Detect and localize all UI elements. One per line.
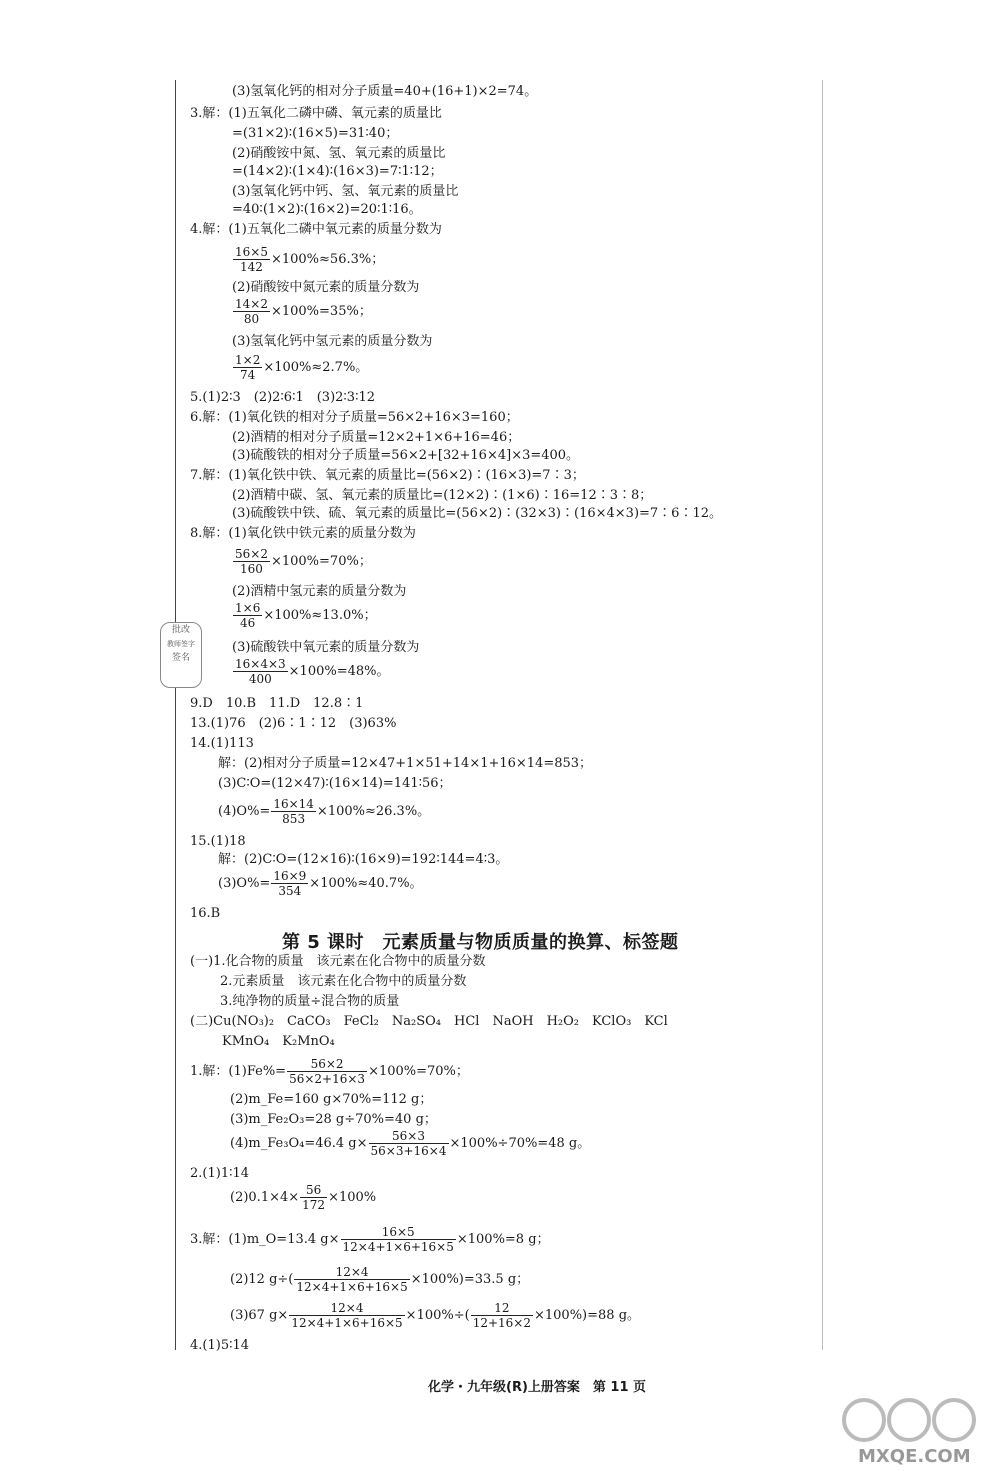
fraction: $\frac{12\times 4}{12\times 4+1\times 6+16\times 5}$ [291, 1301, 403, 1330]
text-line: 解：(2)C∶O=(12×16)∶(16×9)=192∶144=4∶3。 [218, 852, 509, 867]
math-line: (2)0.1×4× $\frac{56}{172}$ ×100% [230, 1183, 377, 1212]
text-line: 4.(1)5∶14 [190, 1338, 250, 1353]
math-line: (4)O%= $\frac{16\times 14}{853}$ ×100%≈26.3%。 [218, 797, 431, 826]
text-line: (2)硝酸铵中氮、氢、氧元素的质量比 [232, 146, 446, 161]
fraction: $\frac{12}{12+16\times 2}$ [472, 1301, 531, 1330]
math-line: 3.解：(1)m_O=13.4 g× $\frac{16\times 5}{12\times 4+1\times 6+16\times 5}$ ×100%=8 g； [190, 1225, 550, 1254]
math-line: $\frac{56\times 2}{160}$ ×100%=70%； [235, 547, 372, 576]
math-line: $\frac{1\times 6}{46}$ ×100%≈13.0%； [235, 601, 377, 630]
text-line: 3.纯净物的质量÷混合物的质量 [220, 994, 400, 1009]
text-line: (2)m_Fe=160 g×70%=112 g； [230, 1092, 433, 1107]
math-line: (4)m_Fe₃O₄=46.4 g× $\frac{56\times 3}{56\times 3+16\times 4}$ ×100%÷70%=48 g。 [230, 1129, 591, 1158]
text-line: (3)m_Fe₂O₃=28 g÷70%=40 g； [230, 1112, 437, 1127]
text-line: (3)氢氧化钙中氢元素的质量分数为 [232, 334, 433, 349]
left-margin-line [175, 80, 176, 1350]
text-line: 15.(1)18 [190, 834, 246, 849]
fraction: $\frac{16\times 5}{142}$ [235, 245, 268, 274]
fraction: $\frac{56\times 2}{56\times 2+16\times 3}$ [289, 1057, 366, 1086]
fraction: $\frac{1\times 6}{46}$ [235, 601, 261, 630]
text-line: 9.D 10.B 11.D 12.8∶1 [190, 696, 364, 711]
text-line: 4.解：(1)五氧化二磷中氧元素的质量分数为 [190, 222, 442, 237]
fraction: $\frac{56\times 2}{160}$ [235, 547, 268, 576]
fraction: $\frac{14\times 2}{80}$ [235, 297, 268, 326]
text-line: (2)酒精中碳、氢、氧元素的质量比=(12×2)∶(1×6)∶16=12∶3∶8； [232, 488, 653, 503]
math-line: $\frac{16\times 4\times 3}{400}$ ×100%=48%。 [235, 657, 390, 686]
math-line: $\frac{1\times 2}{74}$ ×100%≈2.7%。 [235, 353, 369, 382]
fraction: $\frac{12\times 4}{12\times 4+1\times 6+16\times 5}$ [296, 1265, 408, 1294]
fraction: $\frac{1\times 2}{74}$ [235, 353, 261, 382]
math-line: (3)O%= $\frac{16\times 9}{354}$ ×100%≈40.7%。 [218, 869, 423, 898]
page-footer: 化学・九年级(R)上册答案 第 11 页 [428, 1380, 647, 1395]
math-line: (2)12 g÷( $\frac{12\times 4}{12\times 4+1\times 6+16\times 5}$ ×100%)=33.5 g； [230, 1265, 530, 1294]
right-margin-line [822, 80, 823, 1350]
text-line: =(14×2)∶(1×4)∶(16×3)=7∶1∶12； [232, 164, 443, 179]
text-line: (3)硫酸铁中铁、硫、氧元素的质量比=(56×2)∶(32×3)∶(16×4×3)=7∶6∶12。 [232, 506, 722, 521]
watermark-text: MXQE.COM [858, 1446, 971, 1467]
text-line: (二)Cu(NO₃)₂ CaCO₃ FeCl₂ Na₂SO₄ HCl NaOH H₂O₂ KClO₃ KCl [190, 1014, 668, 1029]
fraction: $\frac{16\times 4\times 3}{400}$ [235, 657, 286, 686]
math-line: 1.解：(1)Fe%= $\frac{56\times 2}{56\times 2+16\times 3}$ ×100%=70%； [190, 1057, 469, 1086]
text-line: 8.解：(1)氧化铁中铁元素的质量分数为 [190, 526, 416, 541]
fraction: $\frac{16\times 9}{354}$ [273, 869, 307, 898]
text-line: 14.(1)113 [190, 736, 254, 751]
math-line: $\frac{16\times 5}{142}$ ×100%≈56.3%； [235, 245, 385, 274]
text-line: (3)C∶O=(12×47)∶(16×14)=141∶56； [218, 776, 452, 791]
text-line: (3)硫酸铁中氧元素的质量分数为 [232, 640, 420, 655]
text-line: (2)酒精中氢元素的质量分数为 [232, 584, 407, 599]
text-line: =40∶(1×2)∶(16×2)=20∶1∶16。 [232, 202, 422, 217]
text-line: (2)酒精的相对分子质量=12×2+1×6+16=46； [232, 430, 521, 445]
math-line: $\frac{14\times 2}{80}$ ×100%=35%； [235, 297, 372, 326]
fraction: $\frac{56\times 3}{56\times 3+16\times 4}$ [370, 1129, 447, 1158]
text-line: 6.解：(1)氧化铁的相对分子质量=56×2+16×3=160； [190, 410, 519, 425]
text-line: 16.B [190, 906, 221, 921]
text-line: KMnO₄ K₂MnO₄ [222, 1034, 335, 1049]
math-line: (3)67 g× $\frac{12\times 4}{12\times 4+1\times 6+16\times 5}$ ×100%÷( $\frac{12}{12+16\times 2}$ ×100%)=88 g。 [230, 1301, 641, 1330]
text-line: 2.元素质量 该元素在化合物中的质量分数 [220, 974, 467, 989]
text-line: (3)硫酸铁的相对分子质量=56×2+[32+16×4]×3=400。 [232, 448, 580, 463]
text-line: 2.(1)1∶14 [190, 1166, 250, 1181]
fraction: $\frac{16\times 14}{853}$ [273, 797, 314, 826]
text-line: 13.(1)76 (2)6∶1∶12 (3)63% [190, 716, 397, 731]
text-line: (2)硝酸铵中氮元素的质量分数为 [232, 280, 420, 295]
text-line: 3.解：(1)五氧化二磷中磷、氧元素的质量比 [190, 106, 442, 121]
fraction: $\frac{16\times 5}{12\times 4+1\times 6+16\times 5}$ [342, 1225, 454, 1254]
text-line: (3)氢氧化钙的相对分子质量=40+(16+1)×2=74。 [232, 84, 538, 99]
text-line: 7.解：(1)氧化铁中铁、氧元素的质量比=(56×2)∶(16×3)=7∶3； [190, 468, 585, 483]
text-line: 解：(2)相对分子质量=12×47+1×51+14×1+16×14=853； [218, 756, 593, 771]
text-line: (一)1.化合物的质量 该元素在化合物中的质量分数 [190, 954, 486, 969]
text-line: (3)氢氧化钙中钙、氢、氧元素的质量比 [232, 184, 459, 199]
grading-stamp: 批改 教师签字 签名 [160, 622, 202, 688]
fraction: $\frac{56}{172}$ [302, 1183, 326, 1212]
section-heading: 第 5 课时 元素质量与物质质量的换算、标签题 [282, 932, 679, 953]
text-line: =(31×2)∶(16×5)=31∶40； [232, 126, 399, 141]
text-line: 5.(1)2∶3 (2)2∶6∶1 (3)2∶3∶12 [190, 390, 376, 405]
